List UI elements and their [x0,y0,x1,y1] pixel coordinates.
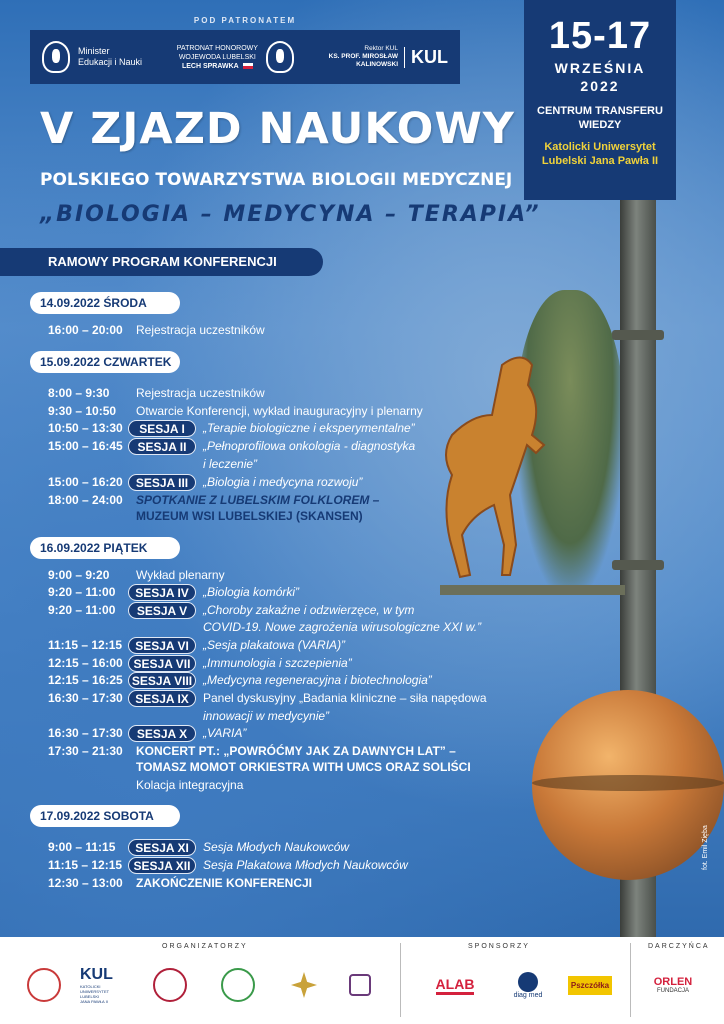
time: 9:20 – 11:00 [48,603,116,617]
institute-emblem-icon [349,974,371,996]
time: 16:30 – 17:30 [48,691,123,705]
program-heading: RAMOWY PROGRAM KONFERENCJI [0,248,323,276]
description-cont: innowacji w medycynie” [203,709,330,723]
time: 12:15 – 16:00 [48,656,123,670]
time: 12:30 – 13:00 [48,876,123,890]
university-line-1: Katolicki Uniwersytet [544,141,656,153]
date-range: 15-17 [548,15,652,57]
footer [0,937,724,1024]
rector-name-2: KALINOWSKI [356,61,398,68]
minister-line-2: Edukacji i Nauki [78,57,143,67]
session-badge: SESJA III [128,474,196,491]
minister-block [42,41,142,73]
organizer-logo [218,967,258,1003]
goat-sculpture [432,345,562,585]
day-label: 15.09.2022 CZWARTEK [30,351,180,373]
description: ZAKOŃCZENIE KONFERENCJI [136,876,313,890]
rector-title: Rektor KUL [364,45,398,52]
orlen-foundation-label: FUNDACJA [656,988,689,994]
kul-sub-1: KATOLICKI [80,984,101,989]
photo-credit: fot. Emil Zięba [702,825,709,870]
description-cont: Kolacja integracyjna [136,778,244,792]
time: 15:00 – 16:20 [48,475,123,489]
time: 11:15 – 12:15 [48,638,123,652]
kul-footer-logo [80,967,130,1003]
session-badge: SESJA XI [128,839,196,856]
organizer-logo [284,967,324,1003]
day-label: 17.09.2022 SOBOTA [30,805,180,827]
time: 9:00 – 9:20 [48,568,110,582]
cross-emblem-icon [291,972,317,998]
description-cont: COVID-19. Nowe zagrożenia wirusologiczne XXI w.” [203,620,482,634]
eagle-emblem-icon [266,41,294,73]
description: „Biologia komórki” [203,585,300,599]
day-label: 16.09.2022 PIĄTEK [30,537,180,559]
organizer-emblem-icon [153,968,187,1002]
description: Rejestracja uczestników [136,323,265,337]
voivode-name: LECH SPRAWKA [181,62,239,70]
footer-divider [630,943,631,1017]
conference-title: V ZJAZD NAUKOWY [40,104,515,154]
donor-label: DARCZYŃCA [648,943,710,950]
time: 9:00 – 11:15 [48,840,116,854]
session-badge: SESJA X [128,725,196,742]
description-cont: TOMASZ MOMOT ORKIESTRA WITH UMCS ORAZ SOLIŚCI [136,760,471,774]
description: „Choroby zakaźne i odzwierzęce, w tym [203,603,415,617]
session-badge: SESJA I [128,420,196,437]
description: „VARIA” [203,726,247,740]
date-year: 2022 [580,78,620,94]
session-badge: SESJA VII [128,655,196,672]
alab-wordmark: ALAB [436,976,475,995]
description: Panel dyskusyjny „Badania kliniczne – siła napędowa [203,691,487,705]
time: 10:50 – 13:30 [48,421,123,435]
kul-logo: KUL [404,47,448,68]
description: „Pełnoprofilowa onkologia - diagnostyka [203,439,416,453]
kul-wordmark: KUL [80,966,113,983]
organizer-logo [150,967,190,1003]
minister-line-1: Minister [78,46,110,56]
description: KONCERT PT.: „POWRÓĆMY JAK ZA DAWNYCH LAT” – [136,744,456,758]
description: „Biologia i medycyna rozwoju” [203,475,363,489]
description: Rejestracja uczestników [136,386,265,400]
session-badge: SESJA VIII [128,672,196,689]
description: „Sesja plakatowa (VARIA)” [203,638,346,652]
pszczolka-logo [566,967,614,1003]
orlen-logo [648,967,698,1003]
session-badge: SESJA XII [128,857,196,874]
session-badge: SESJA VI [128,637,196,654]
conference-motto: „BIOLOGIA – MEDYCYNA – TERAPIA” [40,202,541,227]
session-badge: SESJA II [128,438,196,455]
description: „Terapie biologiczne i eksperymentalne” [203,421,415,435]
voivode-block [177,41,294,73]
alab-logo [420,967,490,1003]
time: 12:15 – 16:25 [48,673,123,687]
eagle-emblem-icon [42,41,70,73]
university-line-2: Lubelski Jana Pawła II [541,155,659,167]
venue [524,104,676,132]
time: 9:20 – 11:00 [48,585,116,599]
diagmed-logo [508,967,548,1003]
kul-sub-2: UNIWERSYTET [80,989,110,994]
time: 16:30 – 17:30 [48,726,123,740]
orlen-wordmark: ORLEN [653,976,693,988]
footer-divider [400,943,401,1017]
voivode-title: WOJEWODA LUBELSKI [178,53,256,61]
rector-name-1: KS. PROF. MIROSŁAW [328,53,398,60]
description: „Medycyna regeneracyjna i biotechnologia” [203,673,432,687]
time: 18:00 – 24:00 [48,493,123,507]
description: Wykład plenarny [136,568,225,582]
description-cont: MUZEUM WSI LUBELSKIEJ (SKANSEN) [136,509,363,523]
pszczolka-wordmark: Pszczółka [568,976,612,995]
venue-line-2: WIEDZY [578,119,622,131]
society-logo [24,967,64,1003]
diagmed-wordmark: diag med [513,991,543,999]
organizer-emblem-icon [221,968,255,1002]
time: 16:00 – 20:00 [48,323,123,337]
organizer-logo [340,967,380,1003]
kul-sub-3: LUBELSKI [80,994,100,999]
pole-ring [612,560,664,570]
description: SPOTKANIE Z LUBELSKIM FOLKLOREM – [136,493,380,507]
polish-flag-icon [243,63,253,69]
time: 11:15 – 12:15 [48,858,123,872]
description-cont: i leczenie” [203,457,258,471]
description: Sesja Plakatowa Młodych Naukowców [203,858,408,872]
rector-block [329,45,448,69]
sponsors-label: SPONSORZY [468,943,530,950]
description: „Immunologia i szczepienia” [203,656,352,670]
session-badge: SESJA IV [128,584,196,601]
patronage-bar [30,30,460,84]
time: 15:00 – 16:45 [48,439,123,453]
description: Otwarcie Konferencji, wykład inauguracyjny i plenarny [136,404,423,418]
society-seal-icon [27,968,61,1002]
university [524,140,676,168]
pole-ring [612,330,664,340]
session-badge: SESJA IX [128,690,196,707]
honorary-patronage-label: PATRONAT HONOROWY [176,44,258,52]
date-box [524,0,676,200]
date-month: WRZEŚNIA [554,60,646,76]
time: 8:00 – 9:30 [48,386,110,400]
venue-line-1: CENTRUM TRANSFERU [537,105,663,117]
time: 9:30 – 10:50 [48,404,117,418]
orb-band [532,775,724,791]
conference-subtitle: POLSKIEGO TOWARZYSTWA BIOLOGII MEDYCZNEJ [40,170,513,190]
organizers-label: ORGANIZATORZY [162,943,248,950]
patronage-label: POD PATRONATEM [193,16,297,25]
session-badge: SESJA V [128,602,196,619]
goat-bracket [440,585,625,595]
description: Sesja Młodych Naukowców [203,840,350,854]
kul-sub-4: JANA PAWŁA II [80,999,108,1004]
day-label: 14.09.2022 ŚRODA [30,292,180,314]
time: 17:30 – 21:30 [48,744,123,758]
diagmed-icon [518,972,538,992]
